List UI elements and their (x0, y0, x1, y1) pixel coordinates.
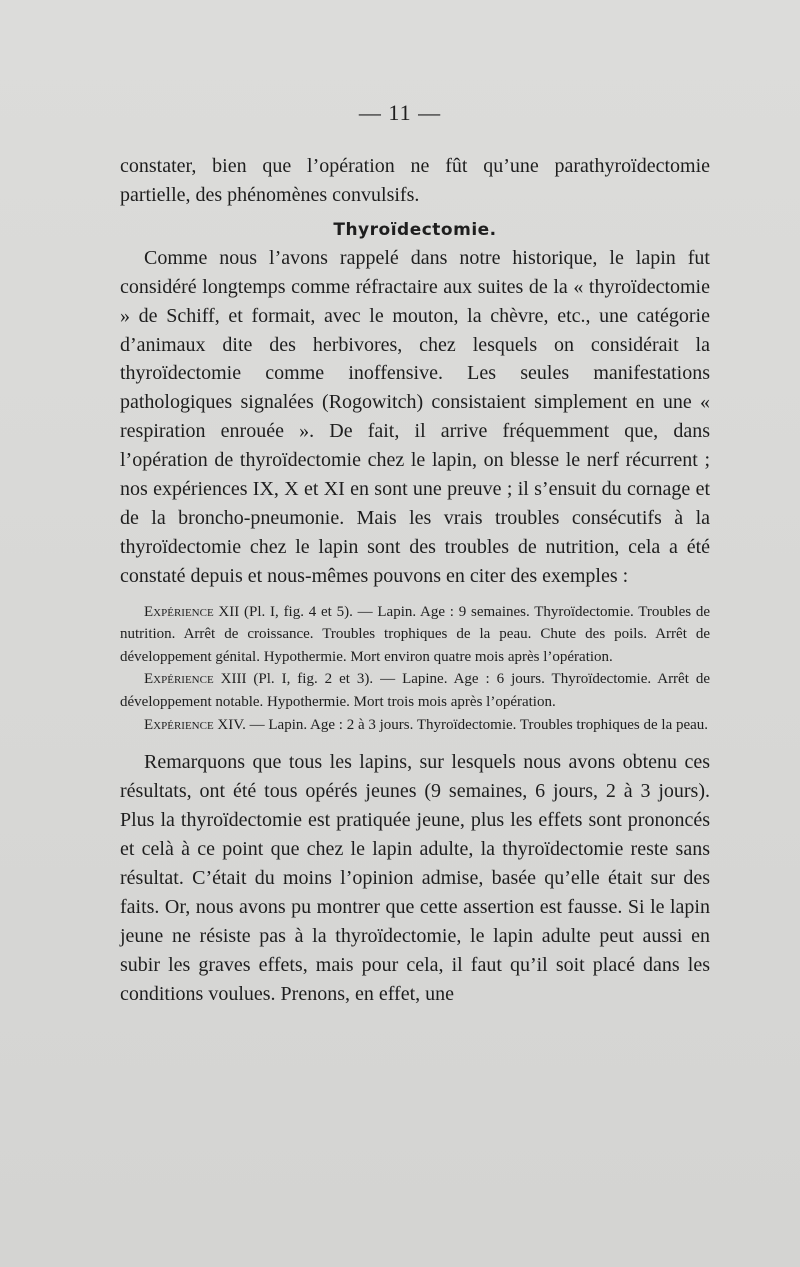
experience-text: (Pl. I, fig. 4 et 5). — Lapin. Age : 9 semaines. Thyroïdectomie. Troubles de nutrition. Arrêt de croissance. Troubles trophiques de la peau. Chute des poils. Arrêt de développement génital. Hypothermie. Mort environ quatre mois après l’opération. (120, 603, 710, 665)
experience-text: (Pl. I, fig. 2 et 3). — Lapine. Age : 6 jours. Thyroïdectomie. Arrêt de développement notable. Hypothermie. Mort trois mois après l’opération. (120, 671, 710, 711)
experience-label: Expérience XIV. (144, 716, 246, 733)
experience-text: — Lapin. Age : 2 à 3 jours. Thyroïdectomie. Troubles trophiques de la peau. (245, 716, 709, 733)
experience-item (120, 668, 710, 713)
section-heading: Thyroïdectomie. (333, 219, 497, 240)
experience-item (120, 601, 710, 669)
intro-paragraph: constater, bien que l’opération ne fût qu’une parathyroïdectomie partielle, des phénomènes convulsifs. (120, 155, 710, 206)
experience-item (120, 714, 710, 737)
experience-label: Expérience XIII (144, 671, 247, 688)
body-text (120, 152, 710, 1008)
experience-label: Expérience XII (144, 603, 240, 620)
main-paragraph: Comme nous l’avons rappelé dans notre historique, le lapin fut considéré longtemps comme réfractaire aux suites de la « thyroïdectomie » de Schiff, et formait, avec le mouton, la chèvre, etc., une catégorie d’animaux dite des herbivores, chez lesquels on considérait la thyroïdectomie comme inoffensive. Les seules manifestations pathologiques signalées (Rogowitch) consistaient simplement en une « respiration enrouée ». De fait, il arrive fréquemment que, dans l’opération de thyroïdectomie chez le lapin, on blesse le nerf récurrent ; nos expériences IX, X et XI en sont une preuve ; il s’ensuit du cornage et de la broncho-pneumonie. Mais les vrais troubles consécutifs à la thyroïdectomie chez le lapin sont des troubles de nutrition, cela a été constaté depuis et nous-mêmes pouvons en citer des exemples : (120, 246, 710, 587)
page-number: — 11 — (358, 100, 442, 125)
experiences-list (120, 601, 710, 737)
final-paragraph: Remarquons que tous les lapins, sur lesquels nous avons obtenu ces résultats, ont été tous opérés jeunes (9 semaines, 6 jours, 2 à 3 jours). Plus la thyroïdectomie est pratiquée jeune, plus les effets sont prononcés et celà à ce point que chez le lapin adulte, la thyroïdectomie reste sans résultat. C’était du moins l’opinion admise, basée qu’elle était sur des faits. Or, nous avons pu montrer que cette assertion est fausse. Si le lapin jeune ne résiste pas à la thyroïdectomie, le lapin adulte peut aussi en subir les graves effets, mais pour cela, il faut qu’il soit placé dans les conditions voulues. Prenons, en effet, une (120, 751, 710, 1005)
